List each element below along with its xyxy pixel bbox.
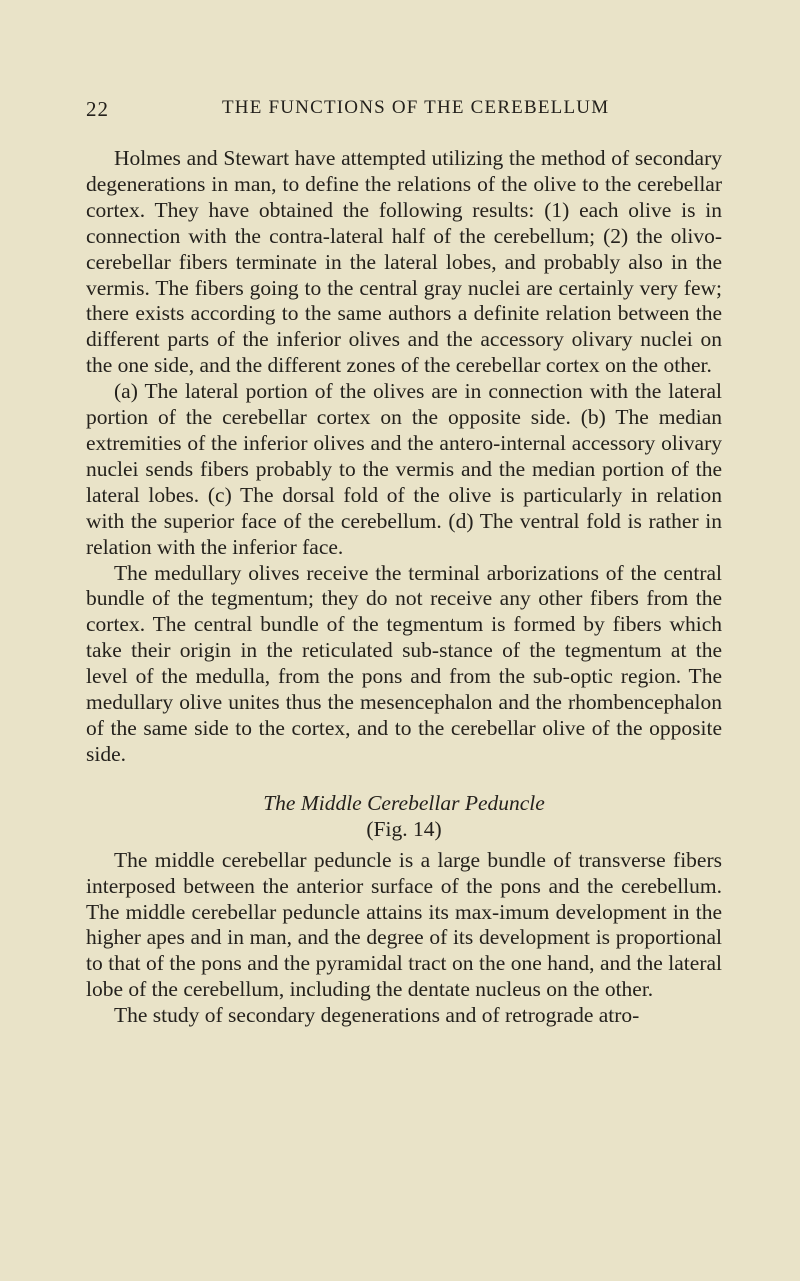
paragraph-olive-parts: (a) The lateral portion of the olives are in connection with the lateral portion of the cerebellar cortex on the opposite side. (b) The median extremities of the inferior olives and the antero-internal accessory olivary nuclei sends fibers probably to the vermis and the median portion of the lateral lobes. (c) The dorsal fold of the olive is particularly in relation with the superior face of the cerebellum. (d) The ventral fold is rather in relation with the inferior face. [86,379,722,559]
paragraph-secondary-degenerations: The study of secondary degenerations and of retrograde atro- [114,1003,640,1028]
page-header [0,97,800,137]
running-title: THE FUNCTIONS OF THE CEREBELLUM [222,97,610,118]
figure-reference: (Fig. 14) [366,816,442,841]
body-text [86,146,722,1029]
paragraph-middle-peduncle: The middle cerebellar peduncle is a large bundle of transverse fibers interposed between the anterior surface of the pons and the cerebellum. The middle cerebellar peduncle attains its max-imum development in the higher apes and in man, and the degree of its development is proportional to that of the pons and the pyramidal tract on the one hand, and the lateral lobe of the cerebellum, including the dentate nucleus on the other. [86,847,722,1002]
section-spacer [86,768,722,790]
paragraph-holmes-stewart: Holmes and Stewart have attempted utilizing the method of secondary degenerations in man, to define the relations of the olive to the cerebellar cortex. They have obtained the following results: (1) each olive is in connection with the contra-lateral half of the cerebellum; (2) the olivo-cerebellar fibers terminate in the lateral lobes, and probably also in the vermis. The fibers going to the central gray nuclei are certainly very few; there exists according to the same authors a definite relation between the different parts of the inferior olives and the accessory olivary nuclei on the one side, and the different zones of the cerebellar cortex on the other. [86,146,722,378]
paragraph-medullary-olives: The medullary olives receive the terminal arborizations of the central bundle of the tegmentum; they do not receive any other fibers from the cortex. The central bundle of the tegmentum is formed by fibers which take their origin in the reticulated sub-stance of the tegmentum at the level of the medulla, from the pons and from the sub-optic region. The medullary olive unites thus the mesencephalon and the rhombencephalon of the same side to the cortex, and to the cerebellar olive of the opposite side. [86,560,722,766]
page-number: 22 [86,97,109,121]
section-title: The Middle Cerebellar Peduncle [263,790,545,815]
